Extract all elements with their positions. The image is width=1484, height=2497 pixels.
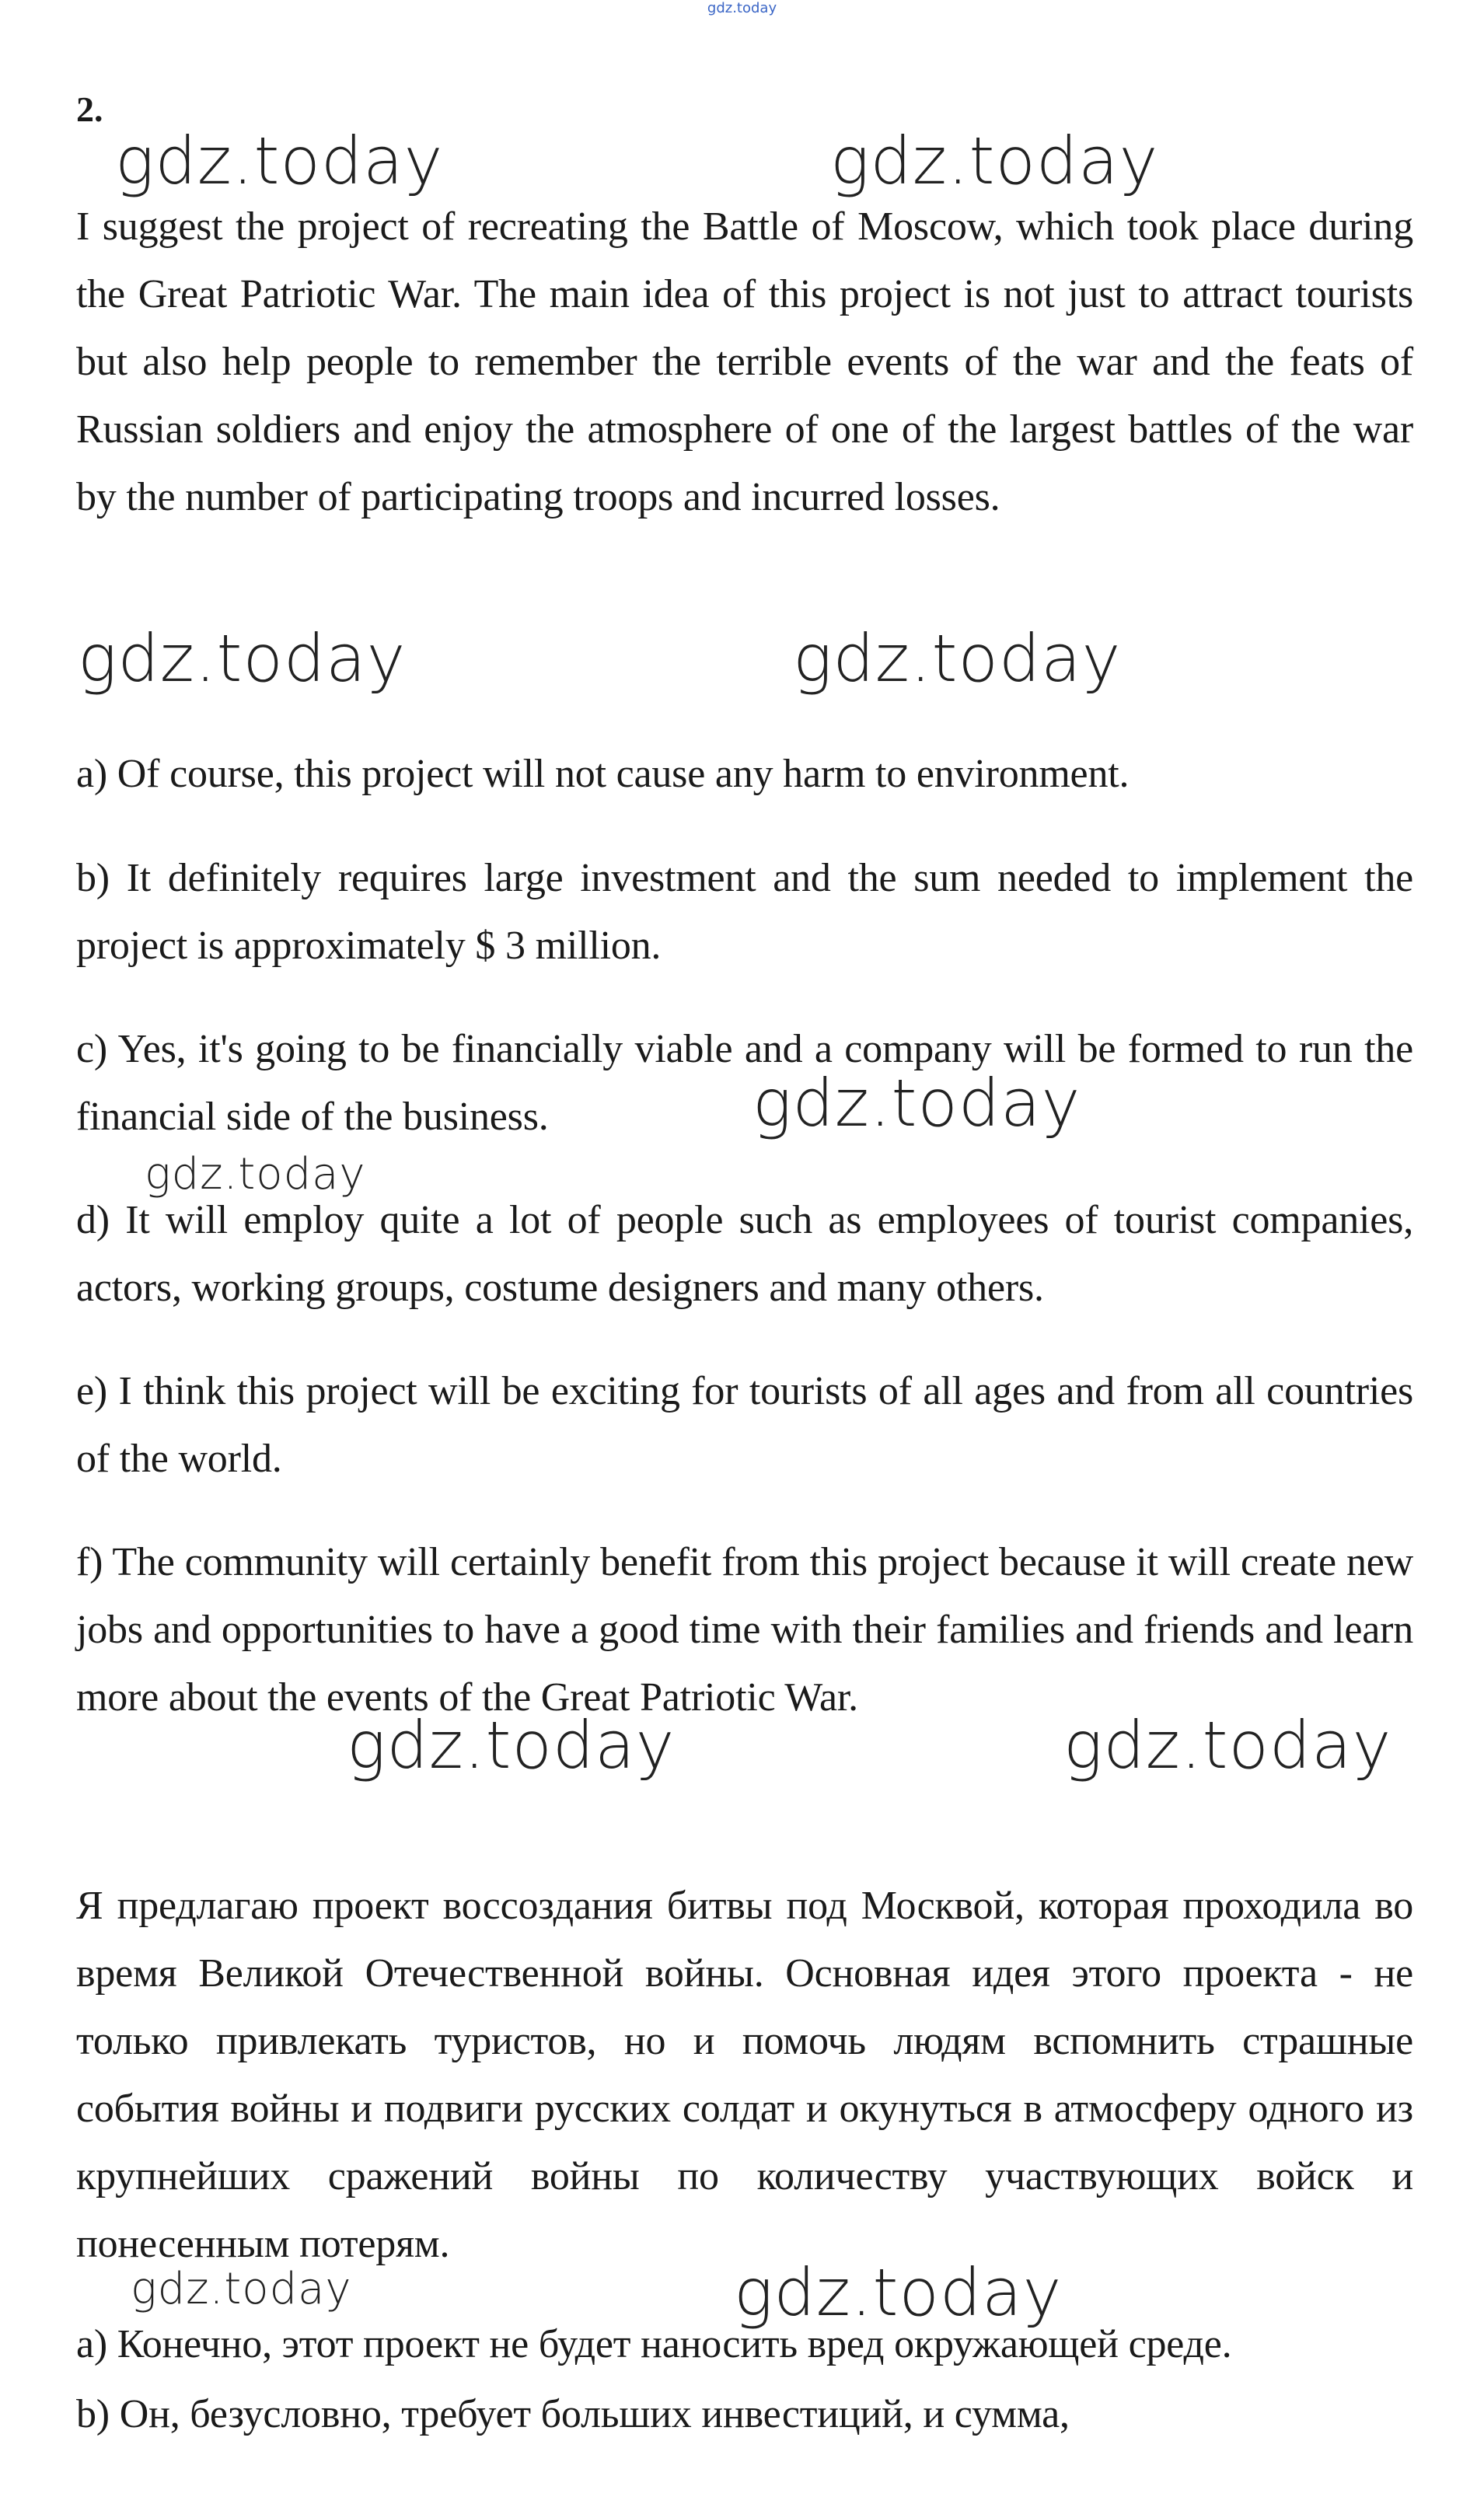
answer-c-en: c) Yes, it's going to be financially viable and a company will be formed to run the financial side of the business. [76,1027,1413,1139]
watermark: gdz.today [347,1707,676,1783]
site-mark: gdz.today [707,0,777,16]
watermark: gdz.today [830,123,1159,199]
answer-b-ru: b) Он, безусловно, требует больших инвестиций, и сумма, [76,2392,1070,2436]
answer-a-en: a) Of course, this project will not cause any harm to environment. [76,752,1130,796]
watermark: gdz.today [793,620,1122,697]
russian-intro-paragraph: Я предлагаю проект воссоздания битвы под Москвой, которая проходила во время Великой Отечественной войны. Основная идея этого проекта - не только привлекать туристов, но и помочь людям вспомнить страшные события войны и подвиги русских солдат и окунуться в атмосферу одного из крупнейших сражений войны по количеству участвующих войск и понесенным потерям. [76,1884,1413,2266]
answer-f-en: f) The community will certainly benefit from this project because it will create new jobs and opportunities to have a good time with their families and friends and learn more about the events of the Great Patriotic War. [76,1540,1413,1720]
watermark: gdz.today [115,123,444,199]
answer-b-en: b) It definitely requires large investment and the sum needed to implement the project is approximately $ 3 million. [76,856,1413,968]
watermark: gdz.today [1063,1707,1392,1783]
task-number: 2. [76,89,103,129]
answer-d-en: d) It will employ quite a lot of people such as employees of tourist companies, actors, working groups, costume designers and many others. [76,1198,1413,1310]
watermark: gdz.today [78,620,407,697]
answer-a-ru: а) Конечно, этот проект не будет наносить вред окружающей среде. [76,2322,1232,2366]
watermark: gdz.today [131,2264,352,2314]
english-intro-paragraph: I suggest the project of recreating the Battle of Moscow, which took place during the Great Patriotic War. The main idea of this project is not just to attract tourists but also help people to remember the terrible events of the war and the feats of Russian soldiers and enjoy the atmosphere of one of the largest battles of the war by the number of participating troops and incurred losses. [76,204,1413,519]
watermark: gdz.today [752,1065,1081,1141]
watermark: gdz.today [145,1149,366,1200]
watermark: gdz.today [734,2254,1063,2331]
answer-e-en: e) I think this project will be exciting for tourists of all ages and from all countries of the world. [76,1369,1413,1481]
